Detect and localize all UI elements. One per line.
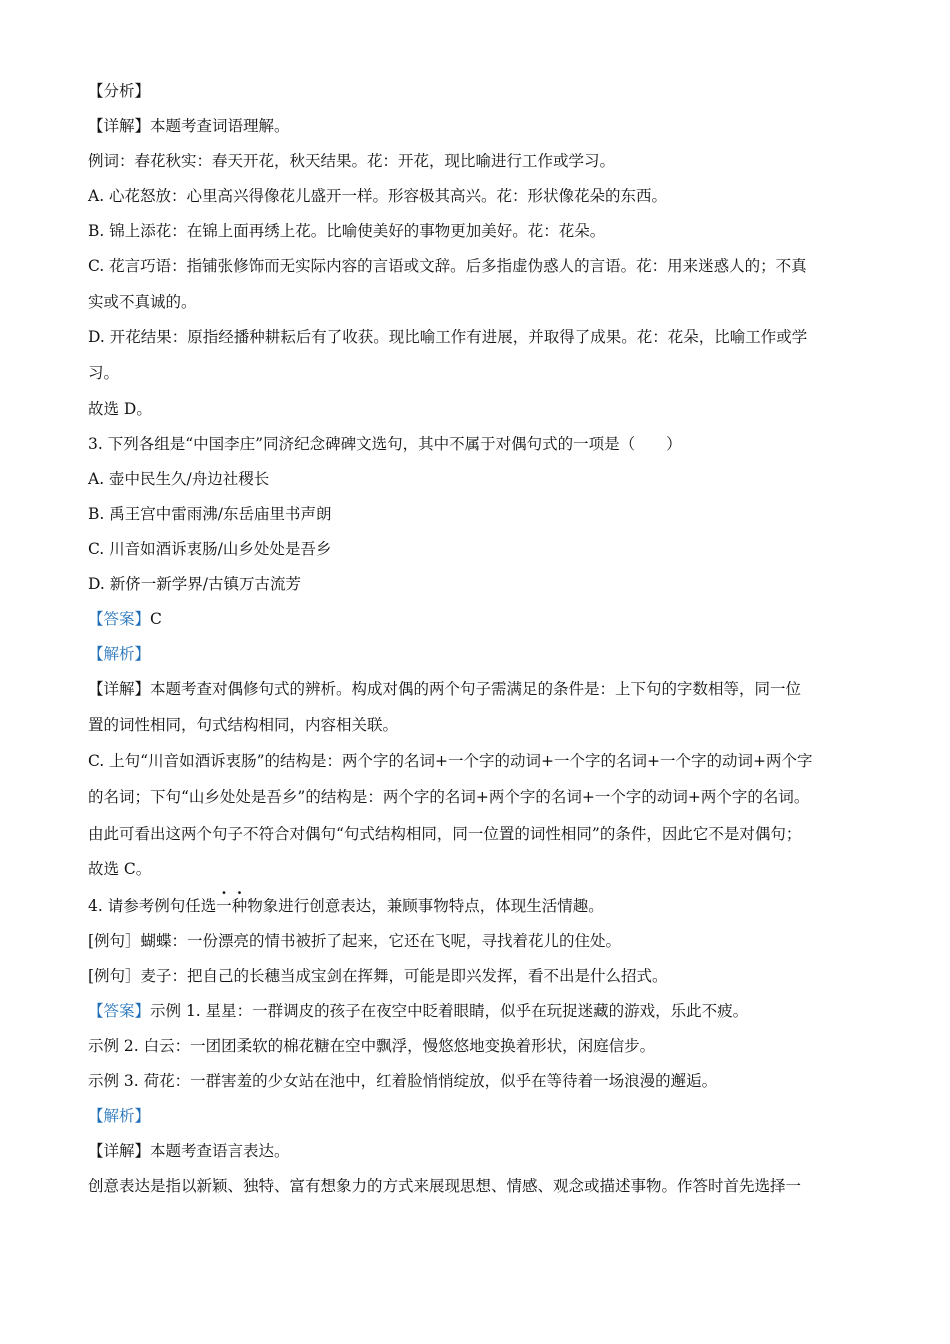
choice-a: A. 壶中民生久/舟边社稷长 (88, 470, 270, 488)
answer-example: 示例 2. 白云：一团团柔软的棉花糖在空中飘浮，慢悠悠地变换着形状，闲庭信步。 (88, 1037, 656, 1055)
paragraph: 例词：春花秋实：春天开花，秋天结果。花：开花，现比喻进行工作或学习。 (88, 152, 616, 170)
analysis-heading: 【分析】 (88, 82, 151, 100)
answer-value: 示例 1. 星星：一群调皮的孩子在夜空中眨着眼睛，似乎在玩捉迷藏的游戏，乐此不疲。 (150, 1002, 749, 1020)
explanation-tag: 【解析】 (88, 1107, 151, 1125)
example-sentence: [例句］蝴蝶：一份漂亮的情书被折了起来，它还在飞呢，寻找着花儿的住处。 (88, 932, 622, 950)
example-sentence: [例句］麦子：把自己的长穗当成宝剑在挥舞，可能是即兴发挥，看不出是什么招式。 (88, 967, 668, 985)
paragraph: 【详解】本题考查对偶修句式的辨析。构成对偶的两个句子需满足的条件是：上下句的字数相等，同一位 (88, 680, 802, 698)
paragraph: 的名词；下句“山乡处处是吾乡”的结构是：两个字的名词+两个字的名词+一个字的动词+两个字的名词。 (88, 788, 810, 806)
paragraph: 由此可看出这两个句子不符合对偶句“句式结构相同，同一位置的词性相同”的条件，因此它不是对偶句； (88, 825, 802, 843)
question-3: 3. 下列各组是“中国李庄”同济纪念碑碑文选句，其中不属于对偶句式的一项是（ ） (88, 435, 682, 453)
option-d-cont: 习。 (88, 364, 120, 382)
answer-tag: 【答案】 (88, 610, 151, 628)
explanation-tag: 【解析】 (88, 645, 151, 663)
paragraph: 【详解】本题考查词语理解。 (88, 117, 290, 135)
emphasis-char: 种 (231, 897, 248, 915)
option-b: B. 锦上添花：在锦上面再绣上花。比喻使美好的事物更加美好。花：花朵。 (88, 222, 606, 240)
option-d: D. 开花结果：原指经播种耕耘后有了收获。现比喻工作有进展，并取得了成果。花：花朵，比喻工作或学 (88, 328, 808, 346)
question-4-text: 物象进行创意表达，兼顾事物特点，体现生活情趣。 (247, 897, 604, 915)
answer-line (88, 1000, 748, 1022)
option-a: A. 心花怒放：心里高兴得像花儿盛开一样。形容极其高兴。花：形状像花朵的东西。 (88, 187, 668, 205)
choice-c: C. 川音如酒诉衷肠/山乡处处是吾乡 (88, 540, 332, 558)
paragraph: C. 上句“川音如酒诉衷肠”的结构是：两个字的名词+一个字的动词+一个字的名词+一个字的动词+两个字 (88, 752, 813, 770)
answer-value: C (150, 610, 162, 628)
option-c: C. 花言巧语：指铺张修饰而无实际内容的言语或文辞。后多指虚伪惑人的言语。花：用来迷惑人的；不真 (88, 257, 807, 275)
emphasis-char: 一 (216, 897, 232, 915)
paragraph: 【详解】本题考查语言表达。 (88, 1142, 290, 1160)
question-4 (88, 895, 604, 917)
choice-b: B. 禹王宫中雷雨沸/东岳庙里书声朗 (88, 505, 332, 523)
question-4-text: 4. 请参考例句任选 (88, 897, 217, 915)
paragraph: 创意表达是指以新颖、独特、富有想象力的方式来展现思想、情感、观念或描述事物。作答时首先选择一 (88, 1177, 802, 1195)
conclusion: 故选 C。 (88, 860, 152, 878)
answer-line (88, 608, 162, 630)
conclusion: 故选 D。 (88, 400, 152, 418)
paragraph: 置的词性相同，句式结构相同，内容相关联。 (88, 716, 399, 734)
answer-tag: 【答案】 (88, 1002, 151, 1020)
answer-example: 示例 3. 荷花：一群害羞的少女站在池中，红着脸悄悄绽放，似乎在等待着一场浪漫的邂逅。 (88, 1072, 718, 1090)
option-c-cont: 实或不真诚的。 (88, 293, 197, 311)
choice-d: D. 新侪一新学界/古镇万古流芳 (88, 575, 301, 593)
